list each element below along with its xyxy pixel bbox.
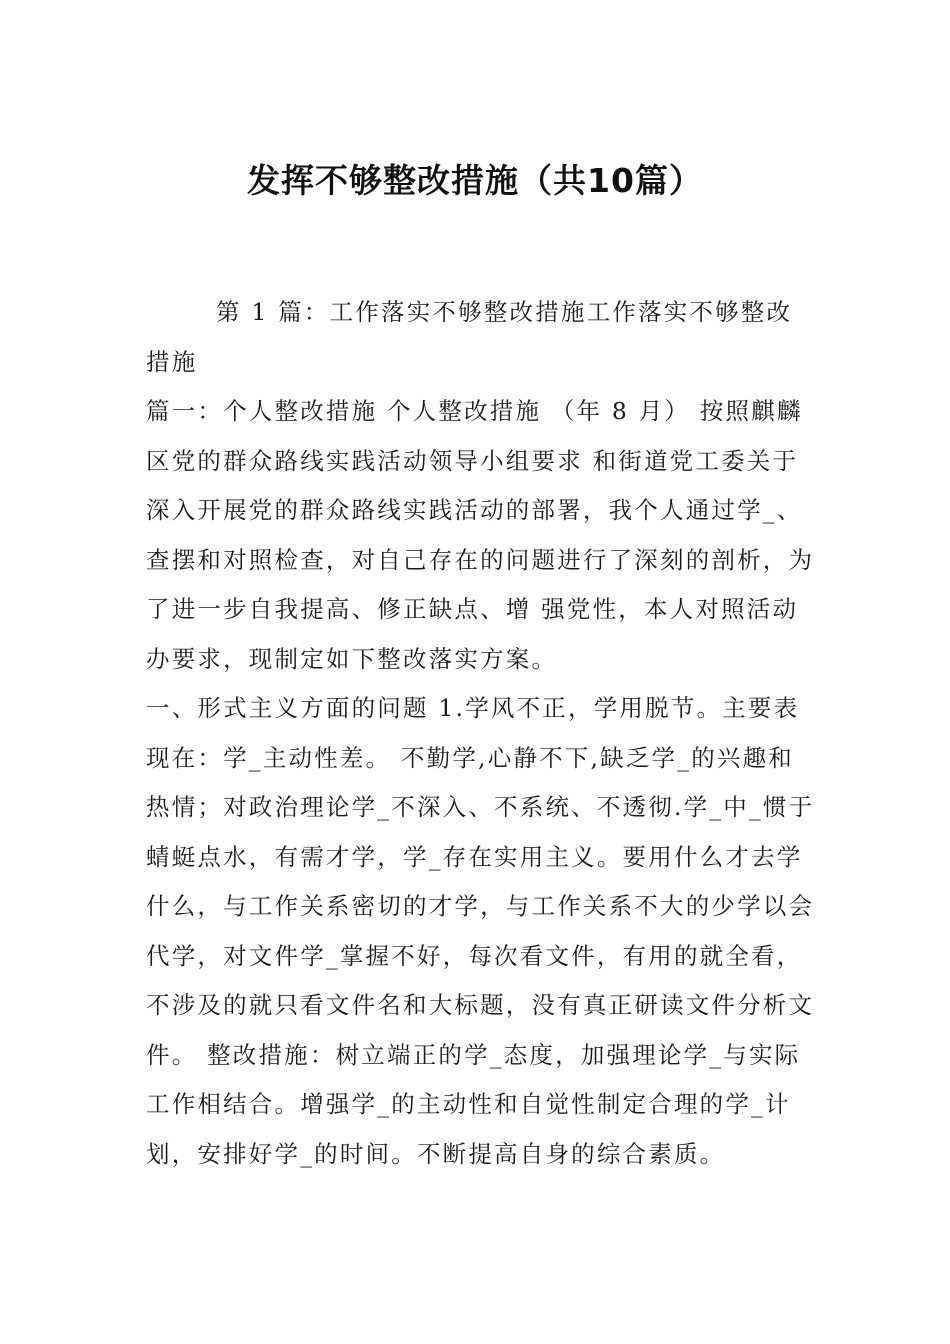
document-body [146,288,816,1179]
paragraph-section-one: 一、形式主义方面的问题 1.学风不正，学用脱节。主要表现在：学_主动性差。 不勤学,心静不下,缺乏学_的兴趣和热情；对政治理论学_不深入、不系统、不透彻.学_中_惯于蜻蜓点水，有需才学，学_存在实用主义。要用什么才去学什么，与工作关系密切的才学，与工作关系不大的少学以会代学，对文件学_掌握不好，每次看文件，有用的就全看，不涉及的就只看文件名和大标题，没有真正研读文件分析文件。 整改措施：树立端正的学_态度，加强理论学_与实际 工作相结合。增强学_的主动性和自觉性制定合理的学_计划，安排好学_的时间。不断提高自身的综合素质。 [146,694,815,1168]
document-title: 发挥不够整改措施（共10篇） [247,161,703,200]
paragraph-chapter-heading: 第 1 篇：工作落实不够整改措施工作落实不够整改措施 [146,298,793,376]
paragraph-intro: 篇一：个人整改措施 个人整改措施 （年 8 月） 按照麒麟区党的群众路线实践活动领导小组要求 和街道党工委关于深入开展党的群众路线实践活动的部署，我个人通过学_、查摆和对照检查，对自己存在的问题进行了深刻的剖析，为了进一步自我提高、修正缺点、增 强党性，本人对照活动办要求，现制定如下整改落实方案。 [146,397,815,673]
